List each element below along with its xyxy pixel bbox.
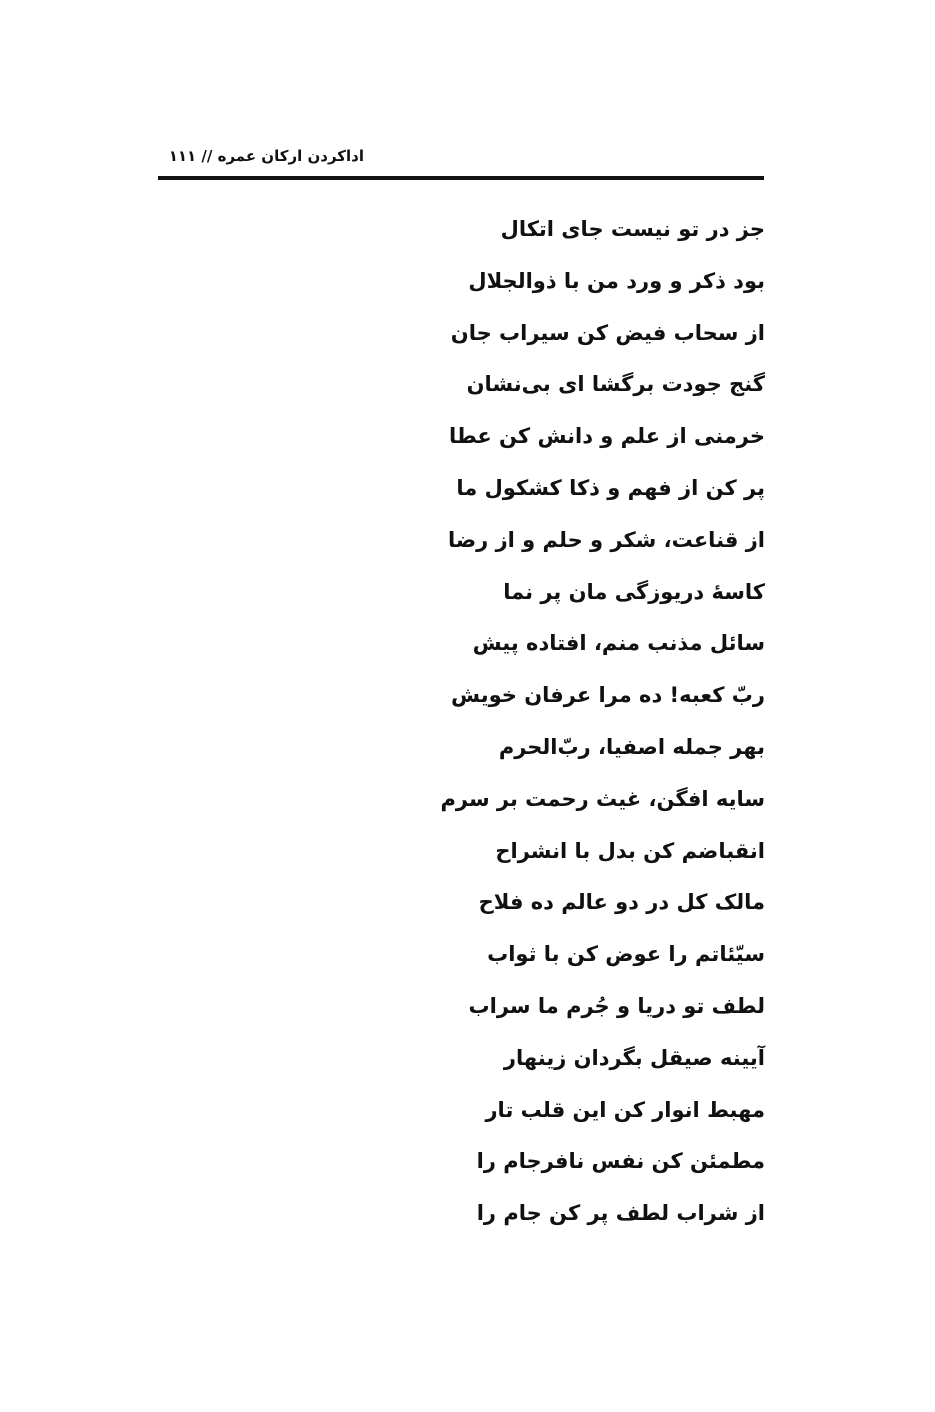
- verse-line: بود ذکر و ورد من با ذوالجلال: [468, 268, 765, 293]
- verse-line: مالک کل در دو عالم ده فلاح: [478, 890, 765, 915]
- verse-line: سایه افگن، غیث رحمت بر سرم: [440, 786, 765, 811]
- running-head: اداکردن ارکان عمره // ۱۱۱: [168, 147, 364, 165]
- verse-line: مهبط انوار کن این قلب تار: [485, 1097, 765, 1122]
- verse-line: مطمئن کن نفس نافرجام را: [476, 1149, 765, 1174]
- verse-line: آیینه صیقل بگردان زینهار: [503, 1045, 765, 1070]
- verse-line: لطف تو دریا و جُرم ما سراب: [468, 993, 765, 1018]
- verse-line: از سحاب فیض کن سیراب جان: [450, 320, 765, 345]
- header-rule: [158, 176, 764, 180]
- verse-line: سیّئاتم را عوض کن با ثواب: [487, 942, 765, 967]
- verse-line: گنج جودت برگشا ای بی‌نشان: [466, 372, 765, 397]
- verse-line: از قناعت، شکر و حلم و از رضا: [448, 527, 765, 552]
- verse-line: سائل مذنب منم، افتاده پیش: [472, 631, 765, 656]
- verse-line: جز در تو نیست جای اتکال: [500, 217, 765, 241]
- verse-line: انقباضم کن بدل با انشراح: [495, 838, 765, 863]
- verse-line: از شراب لطف پر کن جام را: [476, 1201, 765, 1226]
- poem: [425, 206, 765, 1242]
- verse-line: بهر جمله اصفیا، ربّ‌الحرم: [498, 734, 765, 759]
- verse-line: خرمنی از علم و دانش کن عطا: [449, 424, 765, 449]
- verse-line: کاسۀ دریوزگی مان پر نما: [503, 579, 765, 604]
- verse-line: ربّ کعبه! ده مرا عرفان خویش: [451, 683, 765, 708]
- verse-line: پر کن از فهم و ذکا کشکول ما: [456, 475, 765, 500]
